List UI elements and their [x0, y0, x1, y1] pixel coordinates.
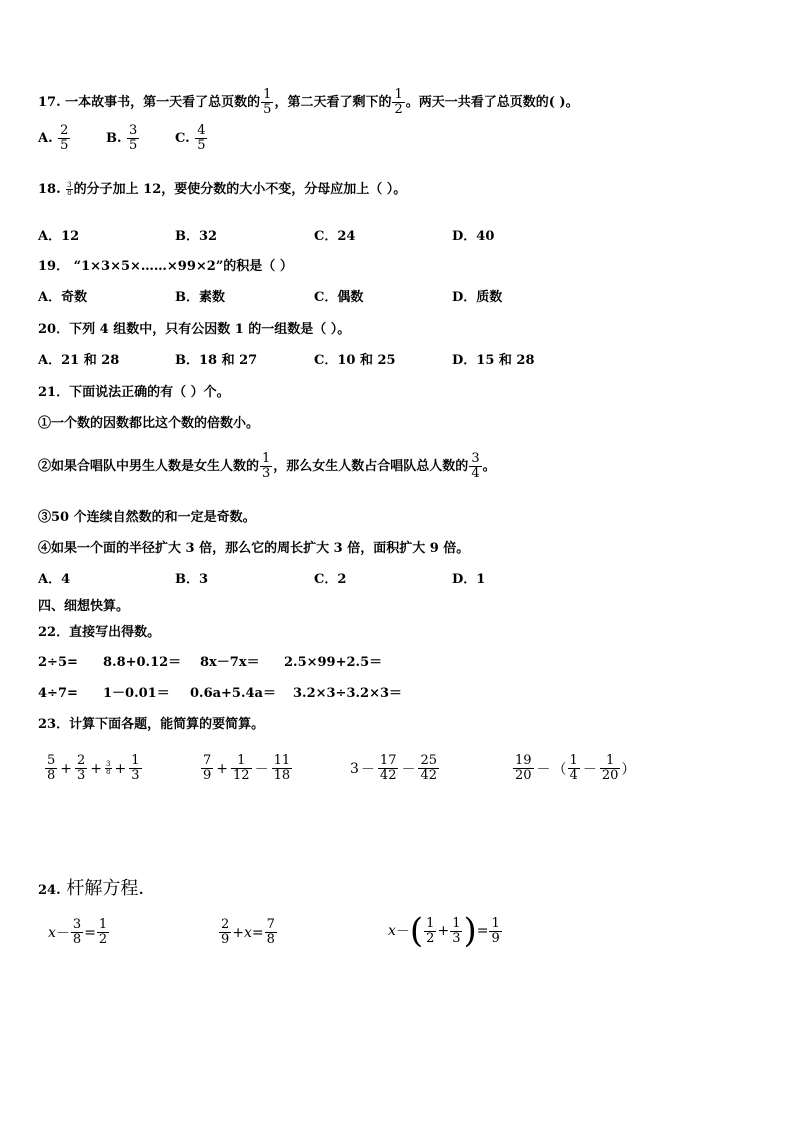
denominator: 12 [233, 768, 250, 783]
minus-sign: － [360, 761, 375, 778]
numerator: 1 [452, 915, 461, 931]
fraction [378, 754, 399, 783]
integer: 3 [350, 760, 359, 777]
q20-option-a[interactable]: A．21 和 28 [38, 353, 120, 368]
minus-sign: － [401, 761, 416, 778]
q21-statement-4: ④如果一个面的半径扩大 3 倍，那么它的周长扩大 3 倍，面积扩大 9 倍。 [38, 541, 470, 556]
q22-item: 2÷5= [38, 655, 78, 670]
statement-text: 。 [482, 459, 496, 474]
denominator: 3 [77, 768, 86, 783]
denominator: 20 [601, 768, 619, 783]
numerator: 1 [263, 87, 272, 102]
denominator: 3 [262, 466, 271, 481]
q20-option-b[interactable]: B．18 和 27 [175, 353, 258, 368]
denominator: 8 [266, 932, 275, 947]
plus-sign: + [232, 924, 245, 941]
q17-option-c[interactable] [175, 124, 208, 153]
numerator: 4 [197, 123, 206, 138]
fraction [219, 918, 231, 947]
q21-option-c[interactable]: C．2 [314, 572, 347, 587]
numerator: 1 [491, 915, 500, 931]
fraction [600, 754, 621, 783]
q22-item: 8x－7x＝ [200, 655, 260, 670]
numerator: 1 [569, 753, 578, 768]
minus-sign: － [55, 925, 70, 942]
plus-sign: + [90, 760, 103, 777]
numerator: 17 [379, 753, 397, 768]
option-letter: C. [175, 131, 190, 146]
minus-sign: － [254, 761, 269, 778]
q24-equation-1 [48, 918, 110, 947]
q19-option-d[interactable]: D．质数 [452, 290, 503, 305]
numerator: 2 [60, 123, 69, 138]
numerator: 3 [67, 181, 72, 189]
fraction [469, 452, 481, 481]
denominator: 9 [491, 930, 500, 946]
q24-number: 24. [38, 883, 61, 898]
variable-x: x [388, 923, 396, 939]
q18-option-b[interactable]: B．32 [175, 229, 218, 244]
option-letter: B. [106, 131, 122, 146]
denominator: 4 [569, 768, 578, 783]
q21-option-a[interactable]: A．4 [38, 572, 71, 587]
q22-item: 0.6a+5.4a＝ [190, 686, 276, 701]
denominator: 9 [203, 768, 212, 783]
denominator: 9 [221, 932, 230, 947]
denominator: 2 [426, 930, 435, 946]
fraction [231, 754, 252, 783]
q17-text-1: 一本故事书，第一天看了总页数的 [65, 95, 261, 110]
q20-option-c[interactable]: C．10 和 25 [314, 353, 396, 368]
denominator: 8 [72, 932, 82, 947]
denominator: 8 [47, 768, 56, 783]
fraction [424, 917, 436, 946]
numerator: 3 [129, 123, 138, 138]
variable-x: x [244, 924, 252, 941]
q18-stem [38, 182, 406, 198]
q22-item: 4÷7= [38, 686, 78, 701]
q24-stem [38, 878, 156, 902]
q18-option-d[interactable]: D．40 [452, 229, 495, 244]
equals-sign: = [251, 924, 264, 941]
plus-sign: + [216, 760, 229, 777]
q21-stem: 21．下面说法正确的有（ ）个。 [38, 385, 230, 400]
q24-title: 杆解方程． [66, 878, 157, 899]
q22-item: 2.5×99+2.5＝ [284, 655, 383, 670]
fraction [513, 754, 534, 783]
equals-sign: = [84, 924, 96, 941]
fraction [450, 917, 462, 946]
numerator: 3 [72, 917, 82, 932]
numerator: 11 [273, 753, 291, 768]
minus-sign: － [582, 761, 597, 778]
q20-stem: 20．下列 4 组数中，只有公因数 1 的一组数是（ ）。 [38, 322, 351, 337]
q21-option-d[interactable]: D．1 [452, 572, 486, 587]
q20-option-d[interactable]: D．15 和 28 [452, 353, 535, 368]
fraction [260, 452, 272, 481]
denominator: 8 [106, 768, 111, 776]
numerator: 1 [605, 753, 615, 768]
fraction [127, 124, 139, 153]
denominator: 5 [197, 138, 206, 153]
q24-equation-3 [388, 911, 503, 951]
plus-sign: + [60, 760, 73, 777]
numerator: 2 [77, 753, 86, 768]
q24-equation-2 [218, 918, 278, 947]
denominator: 20 [515, 768, 532, 783]
numerator: 3 [106, 760, 111, 768]
q21-option-b[interactable]: B．3 [175, 572, 209, 587]
fraction [261, 88, 273, 117]
q22-item: 8.8+0.12＝ [103, 655, 182, 670]
q21-statement-2 [38, 452, 496, 481]
q21-statement-3: ③50 个连续自然数的和一定是奇数。 [38, 510, 256, 525]
numerator: 1 [394, 87, 403, 102]
numerator: 19 [515, 753, 532, 768]
numerator: 7 [203, 753, 212, 768]
fraction [58, 124, 70, 153]
q18-option-a[interactable]: A．12 [38, 229, 80, 244]
minus-sign: － [536, 761, 551, 778]
fraction [265, 918, 277, 947]
q17-number: 17. [38, 95, 61, 110]
numerator: 2 [221, 917, 230, 932]
fraction [568, 754, 580, 783]
plus-sign: + [437, 923, 450, 939]
minus-sign: － [395, 924, 410, 940]
option-letter: A. [38, 131, 53, 146]
fraction [195, 124, 207, 153]
left-paren: ( [409, 911, 424, 951]
denominator: 2 [98, 932, 108, 947]
plus-sign: + [114, 760, 127, 777]
q19-option-c[interactable]: C．偶数 [314, 290, 364, 305]
numerator: 1 [237, 753, 246, 768]
denominator: 5 [60, 138, 69, 153]
numerator: 1 [98, 917, 108, 932]
fraction [45, 754, 57, 783]
denominator: 42 [420, 768, 438, 783]
denominator: 3 [131, 768, 140, 783]
fraction [105, 761, 111, 776]
fraction [66, 182, 72, 197]
fraction [71, 918, 83, 947]
right-paren: ） [621, 761, 636, 778]
q23-expression-2 [200, 754, 293, 783]
numerator: 7 [266, 917, 275, 932]
q18-number: 18. [38, 182, 61, 197]
q21-statement-1: ①一个数的因数都比这个数的倍数小。 [38, 416, 260, 431]
q17-option-a[interactable] [38, 124, 71, 153]
q23-expression-3 [350, 754, 440, 783]
q17-text-3: 。两天一共看了总页数的( )。 [405, 95, 579, 110]
statement-text: ，那么女生人数占合唱队总人数的 [273, 459, 469, 474]
fraction [129, 754, 141, 783]
q17-option-b[interactable] [106, 124, 140, 153]
fraction [75, 754, 87, 783]
q23-expression-1 [44, 754, 143, 783]
fraction [97, 918, 109, 947]
section-heading: 四、细想快算。 [38, 599, 130, 614]
q22-item: 1－0.01＝ [103, 686, 170, 701]
numerator: 3 [471, 451, 480, 466]
q23-stem: 23．计算下面各题，能简算的要简算。 [38, 717, 265, 732]
q19-option-b[interactable]: B．素数 [175, 290, 225, 305]
numerator: 1 [426, 915, 435, 931]
denominator: 2 [394, 102, 403, 117]
numerator: 25 [420, 753, 438, 768]
q17-stem [38, 88, 579, 117]
numerator: 1 [262, 451, 271, 466]
q18-text: 的分子加上 12，要使分数的大小不变，分母应加上（ ）。 [73, 182, 407, 197]
q19-option-a[interactable]: A．奇数 [38, 290, 88, 305]
q19-stem: 19． “1×3×5×……×99×2”的积是（ ） [38, 259, 293, 274]
equals-sign: = [476, 923, 489, 939]
denominator: 18 [273, 768, 291, 783]
statement-text: ②如果合唱队中男生人数是女生人数的 [38, 459, 260, 474]
left-paren: （ [552, 761, 567, 778]
fraction [418, 754, 439, 783]
q23-expression-4 [512, 754, 635, 783]
numerator: 5 [47, 753, 56, 768]
numerator: 1 [131, 753, 140, 768]
q22-stem: 22．直接写出得数。 [38, 625, 161, 640]
denominator: 5 [129, 138, 138, 153]
fraction [272, 754, 293, 783]
q22-item: 3.2×3÷3.2×3＝ [293, 686, 403, 701]
fraction [489, 917, 501, 946]
denominator: 8 [67, 189, 72, 197]
right-paren: ) [463, 911, 477, 951]
variable-x: x [48, 924, 56, 941]
denominator: 3 [452, 930, 461, 946]
q18-option-c[interactable]: C．24 [314, 229, 356, 244]
fraction [201, 754, 213, 783]
denominator: 42 [379, 768, 397, 783]
q17-text-2: ，第二天看了剩下的 [274, 95, 392, 110]
fraction [392, 88, 404, 117]
denominator: 4 [471, 466, 480, 481]
denominator: 5 [263, 102, 272, 117]
